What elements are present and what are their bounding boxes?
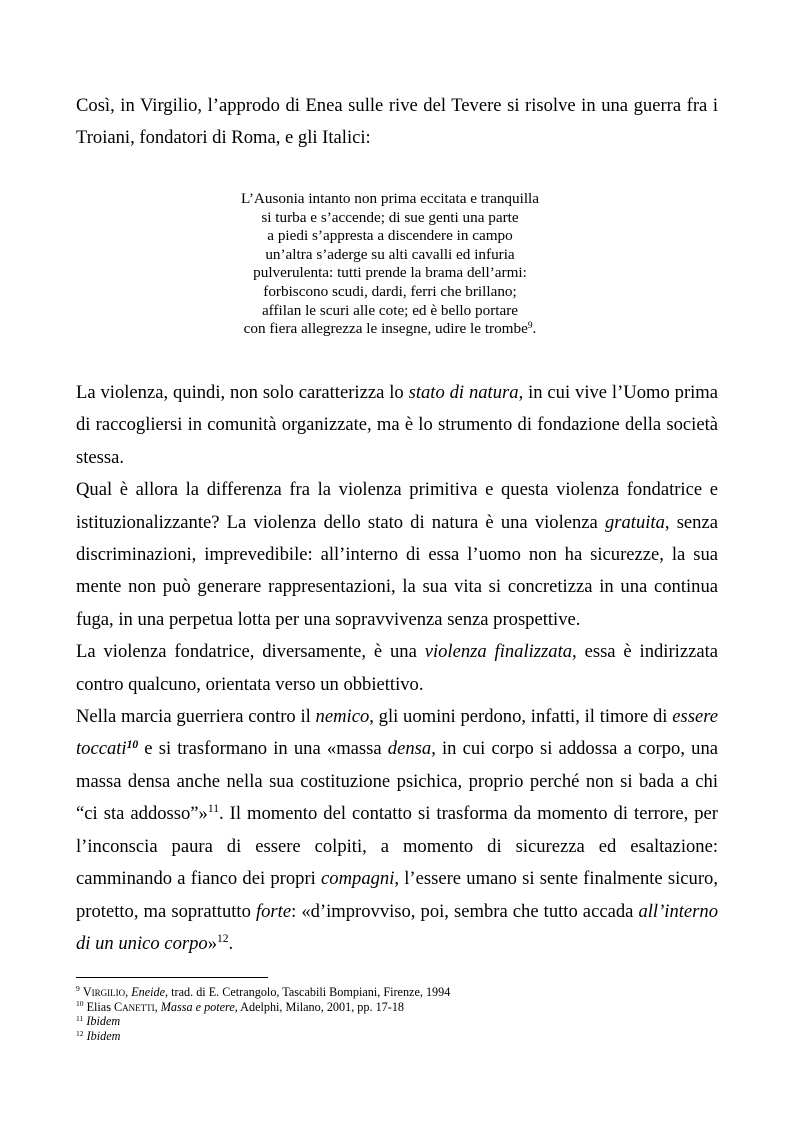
footnote-ref[interactable]: 10 xyxy=(126,738,139,751)
footnote-12 xyxy=(76,1029,450,1044)
italic-run: forte xyxy=(255,900,292,922)
text-run: Qual è allora la differenza fra la violenza primitiva e questa violenza fondatrice e istituzionalizzante? La violenza dello stato di natura è una violenza xyxy=(76,479,718,533)
text-run: e si trasformano in una «massa xyxy=(138,738,388,760)
italic-run: violenza finalizzata, xyxy=(424,641,577,663)
intro-paragraph xyxy=(76,90,718,155)
paragraph-3 xyxy=(76,636,718,701)
text-run: La violenza fondatrice, diversamente, è una xyxy=(76,641,425,663)
footnote-author: Virgilio xyxy=(82,985,126,999)
italic-run: densa xyxy=(387,738,432,760)
footnote-ref[interactable]: 12 xyxy=(217,933,229,945)
footnote-rest: Adelphi, Milano, 2001, pp. 17-18 xyxy=(237,999,405,1014)
italic-run: nemico xyxy=(315,706,370,728)
text-run: » xyxy=(207,932,217,954)
poem-line: L’Ausonia intanto non prima eccitata e tranquilla xyxy=(240,190,540,207)
poem-line: affilan le scuri alle cote; ed è bello portare xyxy=(261,301,519,319)
text-run: , senza discriminazioni, imprevedibile: all’interno di essa l’uomo non ha sicurezze, la sua mente non può generare rappresentazioni, la sua vita si concretizza in una continua fuga, in una perpetua lotta per una sopravvivenza senza prospettive. xyxy=(76,511,718,630)
footnote-author: Canetti xyxy=(114,999,155,1014)
footnote-ref[interactable]: 11 xyxy=(207,803,219,816)
text-run: La violenza, quindi, non solo caratterizza lo xyxy=(76,382,409,403)
footnote-pre: Elias xyxy=(86,999,115,1014)
poem-line: a piedi s’appresta a discendere in campo xyxy=(267,227,513,245)
footnote-title: Eneide, xyxy=(131,985,169,999)
italic-run: all’interno di un unico corpo xyxy=(76,900,718,954)
poem-quote xyxy=(180,190,600,339)
intro-text: Così, in Virgilio, l’approdo di Enea sulle rive del Tevere si risolve in una guerra fra i Troiani, fondatori di Roma, e gli Italici: xyxy=(76,95,718,149)
footnote-separator xyxy=(76,977,268,978)
italic-run: gratuita xyxy=(604,511,665,533)
footnotes xyxy=(76,985,450,1044)
poem-line: si turba e s’accende; di sue genti una parte xyxy=(261,208,519,226)
footnote-sep: , xyxy=(154,999,161,1014)
poem-line: un’altra s’aderge su alti cavalli ed infuria xyxy=(265,245,515,263)
text-run: . Il momento del contatto si trasforma da momento di terrore, per l’inconscia paura di essere colpiti, a momento di sicurezza ed esaltazione: camminando a fianco dei propri xyxy=(76,803,718,890)
paragraph-1 xyxy=(76,377,718,474)
footnote-number: 9 xyxy=(76,984,80,994)
text-run: , in cui vive l’Uomo prima di raccogliersi in comunità organizzate, ma è lo strumento di fondazione della società stessa. xyxy=(76,382,719,468)
italic-run: compagni xyxy=(321,868,395,890)
poem-line-text: con fiera allegrezza le insegne, udire le trombe xyxy=(243,320,528,338)
text-run: essa è indirizzata contro qualcuno, orientata verso un obbiettivo. xyxy=(76,641,719,695)
footnote-title: Massa e potere, xyxy=(160,999,238,1014)
footnote-rest: trad. di E. Cetrangolo, Tascabili Bompiani, Firenze, 1994 xyxy=(168,985,451,999)
paragraph-2 xyxy=(76,474,718,636)
footnote-number: 12 xyxy=(76,1028,84,1038)
poem-line: pulverulenta: tutti prende la brama dell’armi: xyxy=(253,264,527,282)
poem-end: . xyxy=(532,320,537,338)
text-run: , in cui corpo si addossa a corpo, una massa densa anche nella sua costituzione psichica, proprio perché non si bada a chi “ci sta addosso”» xyxy=(76,738,718,825)
footnote-number: 10 xyxy=(76,999,84,1009)
text-run: Nella marcia guerriera contro il xyxy=(76,706,316,728)
poem-line: forbiscono scudi, dardi, ferri che brillano; xyxy=(263,282,517,300)
footnote-number: 11 xyxy=(76,1013,84,1023)
footnote-title: Ibidem xyxy=(86,1014,121,1029)
italic-run: stato di natura xyxy=(408,382,519,403)
footnote-title: Ibidem xyxy=(86,1029,121,1044)
text-run: , gli uomini perdono, infatti, il timore di xyxy=(369,706,673,728)
text-run: , l’essere umano si sente finalmente sicuro, protetto, ma soprattutto xyxy=(76,868,718,922)
italic-run: essere toccati xyxy=(76,706,718,760)
footnote-10 xyxy=(76,1000,450,1015)
footnote-ref[interactable]: 9 xyxy=(527,320,533,331)
text-run: : «d’improvviso, poi, sembra che tutto accada xyxy=(291,900,639,922)
text-run: . xyxy=(228,932,234,954)
footnote-9 xyxy=(76,985,450,1000)
footnote-sep: , xyxy=(125,985,132,999)
paragraph-4 xyxy=(76,701,718,960)
footnote-11 xyxy=(76,1014,450,1029)
poem-line-last xyxy=(180,320,600,339)
main-text xyxy=(76,377,718,960)
